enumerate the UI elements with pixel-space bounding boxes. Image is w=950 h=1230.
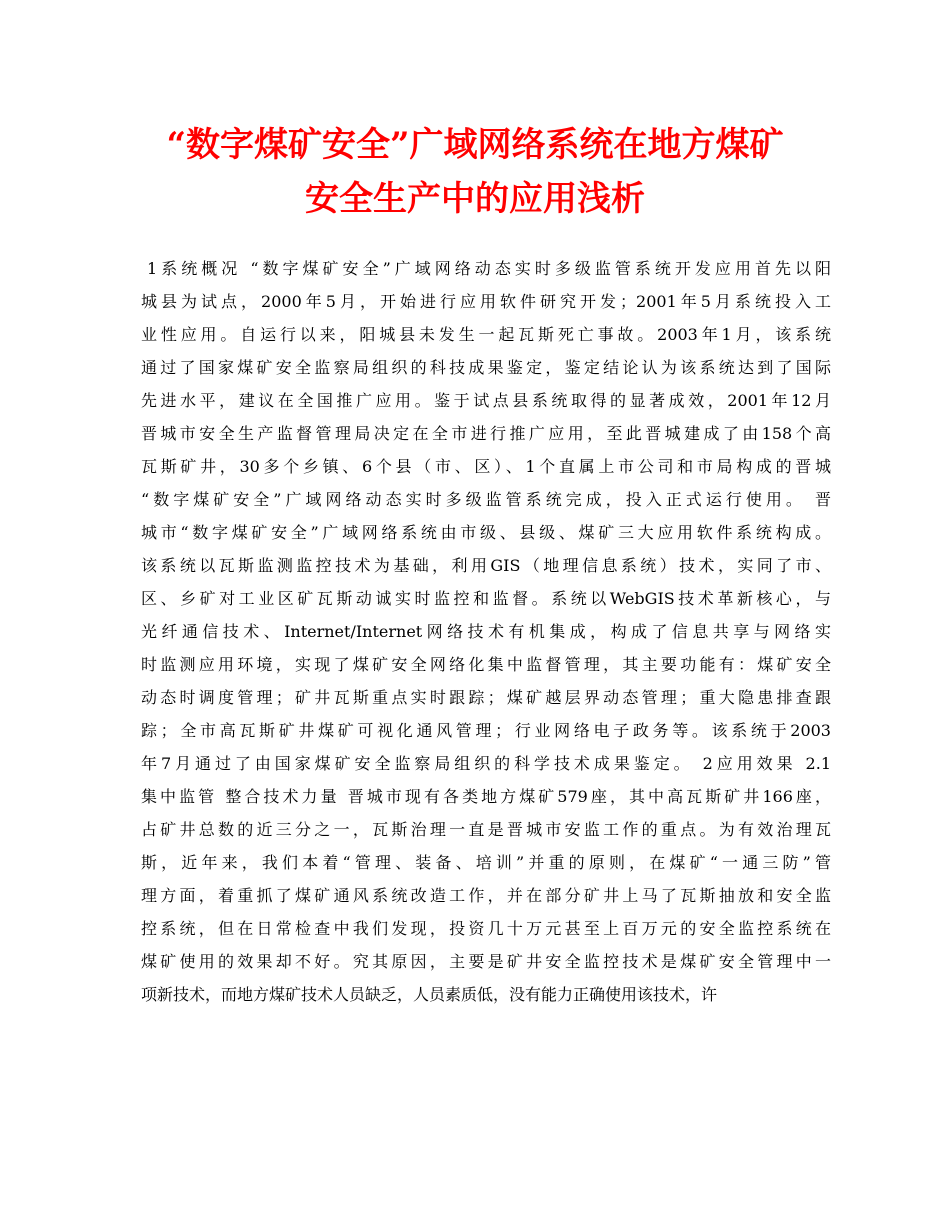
body-line: 时监测应用环境，实现了煤矿安全网络化集中监督管理，其主要功能有：煤矿安全 — [141, 655, 831, 674]
body-line: 控系统，但在日常检查中我们发现，投资几十万元甚至上百万元的安全监控系统在 — [141, 919, 831, 938]
body-line: 城县为试点，2000年5月，开始进行应用软件研究开发；2001年5月系统投入工 — [141, 292, 831, 311]
body-line: 占矿井总数的近三分之一，瓦斯治理一直是晋城市安监工作的重点。为有效治理瓦 — [141, 820, 831, 839]
title-line: 安全生产中的应用浅析 — [305, 179, 645, 219]
body-line: 瓦斯矿井，30多个乡镇、6个县（市、区）、1个直属上市公司和市局构成的晋城 — [141, 457, 831, 476]
body-line: 业性应用。自运行以来，阳城县未发生一起瓦斯死亡事故。2003年1月，该系统 — [141, 325, 831, 344]
body-line: 动态时调度管理；矿井瓦斯重点实时跟踪；煤矿越层界动态管理；重大隐患排查跟 — [141, 688, 831, 707]
body-line: 区、乡矿对工业区矿瓦斯动诚实时监控和监督。系统以WebGIS技术革新核心，与 — [141, 589, 831, 608]
body-line: 先进水平，建议在全国推广应用。鉴于试点县系统取得的显著成效，2001年12月 — [141, 391, 831, 410]
title-line: “数字煤矿安全”广域网络系统在地方煤矿 — [166, 125, 784, 165]
body-line: 项新技术，而地方煤矿技术人员缺乏，人员素质低，没有能力正确使用该技术，许 — [141, 985, 718, 1004]
body-line: 该系统以瓦斯监测监控技术为基础，利用GIS（地理信息系统）技术，实同了市、 — [141, 556, 831, 575]
body-line: 踪；全市高瓦斯矿井煤矿可视化通风管理；行业网络电子政务等。该系统于2003 — [141, 721, 831, 740]
body-line: 晋城市安全生产监督管理局决定在全市进行推广应用，至此晋城建成了由158个高 — [141, 424, 831, 443]
document-title — [100, 118, 850, 226]
body-line: 煤矿使用的效果却不好。究其原因，主要是矿井安全监控技术是煤矿安全管理中一 — [141, 952, 831, 971]
body-line: 光纤通信技术、Internet/Internet网络技术有机集成，构成了信息共享与网络实 — [141, 622, 831, 641]
body-line: 理方面，着重抓了煤矿通风系统改造工作，并在部分矿井上马了瓦斯抽放和安全监 — [141, 886, 831, 905]
body-line: 1系统概况 “数字煤矿安全”广域网络动态实时多级监管系统开发应用首先以阳 — [147, 259, 831, 278]
body-line: 城市“数字煤矿安全”广域网络系统由市级、县级、煤矿三大应用软件系统构成。 — [141, 523, 831, 542]
body-line: 斯，近年来，我们本着“管理、装备、培训”并重的原则，在煤矿“一通三防”管 — [141, 853, 831, 872]
body-line: 集中监管 整合技术力量 晋城市现有各类地方煤矿579座，其中高瓦斯矿井166座， — [141, 787, 831, 806]
body-text — [141, 252, 831, 1011]
body-line: 通过了国家煤矿安全监察局组织的科技成果鉴定，鉴定结论认为该系统达到了国际 — [141, 358, 831, 377]
body-line: 年7月通过了由国家煤矿安全监察局组织的科学技术成果鉴定。 2应用效果 2.1 — [141, 754, 831, 773]
body-line: “数字煤矿安全”广域网络动态实时多级监管系统完成，投入正式运行使用。 晋 — [141, 490, 831, 509]
